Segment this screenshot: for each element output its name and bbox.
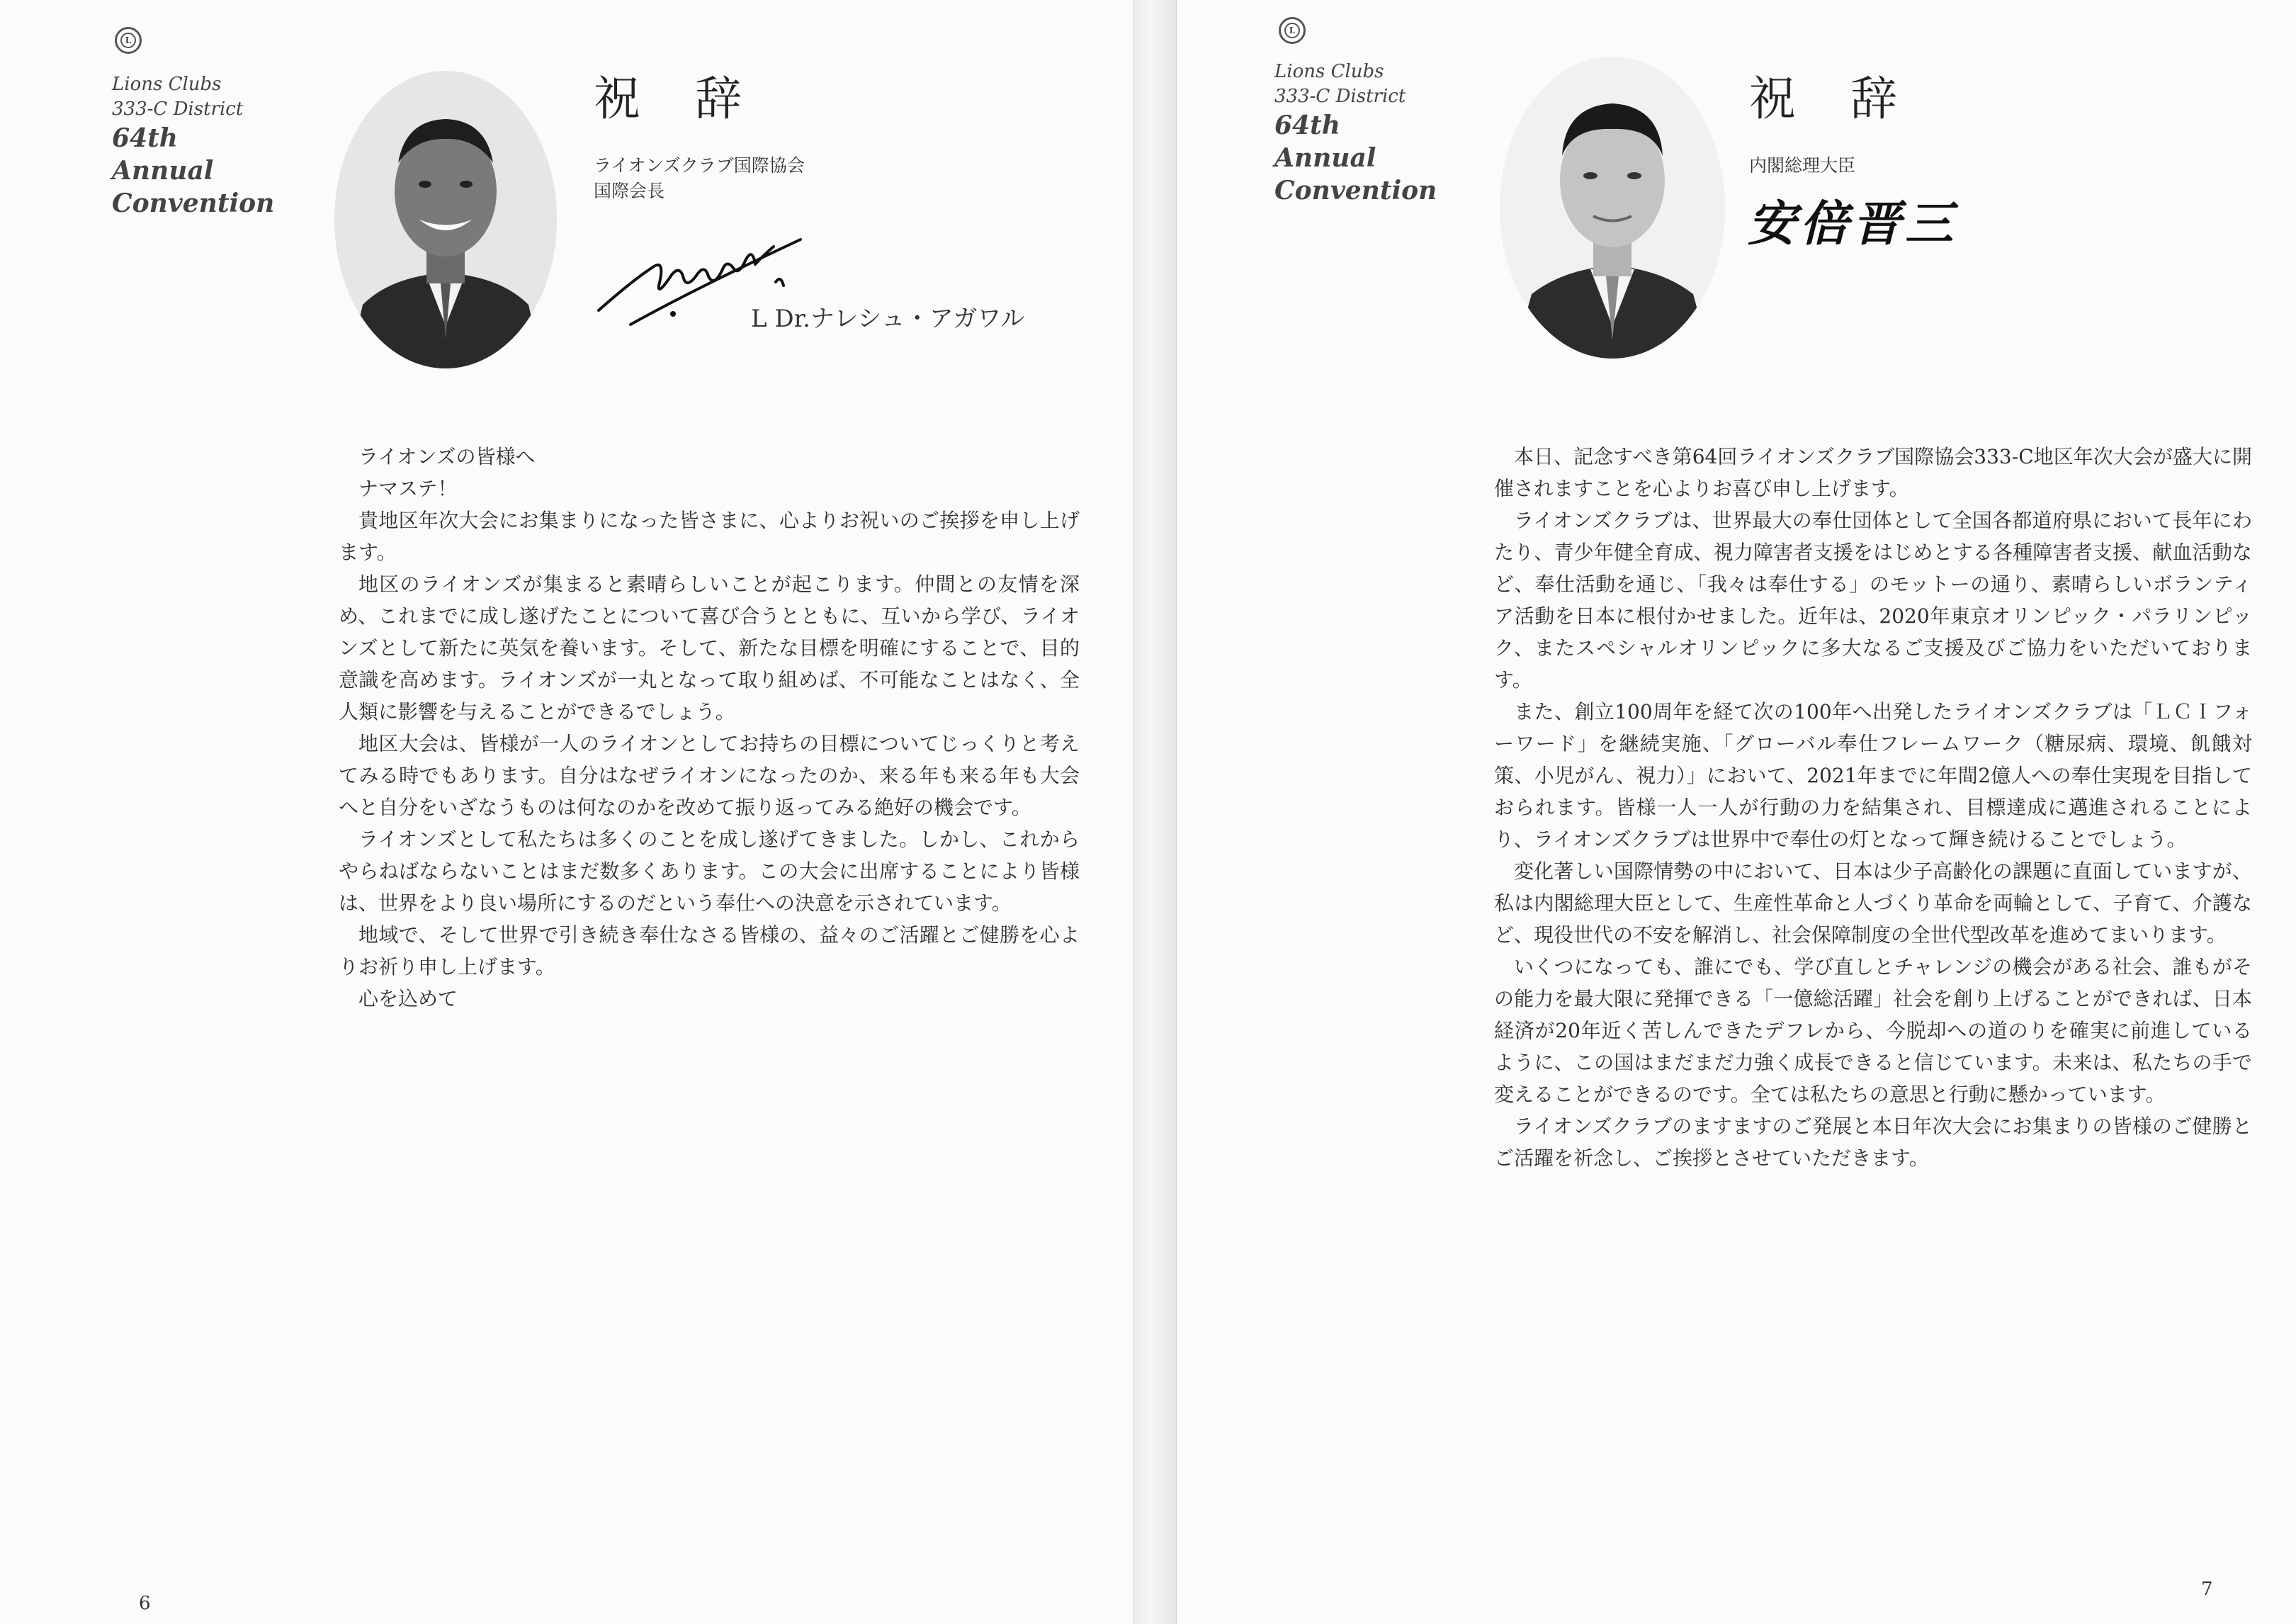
paragraph: また、創立100周年を経て次の100年へ出発したライオンズクラブは「ＬＣＩフォーワード」を継続実施、「グローバル奉仕フレームワーク（糖尿病、環境、飢餓対策、小児がん、視力）」において、2021年までに年間2億人への奉仕実現を目指しておられます。皆様一人一人が行動の力を結集され、目標達成に邁進されることにより、ライオンズクラブは世界中で奉仕の灯となって輝き続けることでしょう。 xyxy=(1494,700,2252,851)
paragraph: ライオンズクラブは、世界最大の奉仕団体として全国各都道府県において長年にわたり、青少年健全育成、視力障害者支援をはじめとする各種障害者支援、献血活動など、奉仕活動を通じ、「我々は奉仕する」のモットーの通り、素晴らしいボランティア活動を日本に根付かせました。近年は、2020年東京オリンピック・パラリンピック、またスペシャルオリンピックに多大なるご支援及びご協力をいただいております。 xyxy=(1494,509,2252,692)
paragraph: ナマステ！ xyxy=(358,477,458,500)
brand-line-convention: Convention xyxy=(112,188,275,218)
brand-line-annual: Annual xyxy=(112,156,214,186)
brand-line-convention: Convention xyxy=(1274,176,1437,205)
paragraph: 地域で、そして世界で引き続き奉仕なさる皆様の、益々のご活躍とご健勝を心よりお祈り申し上げます。 xyxy=(339,923,1080,979)
portrait-photo xyxy=(1500,57,1725,359)
book-gutter xyxy=(1133,0,1176,1624)
paragraph: 変化著しい国際情勢の中において、日本は少子高齢化の課題に直面していますが、私は内閣総理大臣として、生産性革命と人づくり革命を両輪として、子育て、介護など、現役世代の不安を解消し、社会保障制度の全世代型改革を進めてまいります。 xyxy=(1494,859,2252,947)
brand-line-64th: 64th xyxy=(112,123,178,153)
paragraph: 貴地区年次大会にお集まりになった皆さまに、心よりお祝いのご挨拶を申し上げます。 xyxy=(339,509,1080,564)
paragraph: 本日、記念すべき第64回ライオンズクラブ国際協会333-C地区年次大会が盛大に開催されますことを心よりお喜び申し上げます。 xyxy=(1494,445,2252,500)
lions-logo-icon xyxy=(1279,17,1306,44)
signer-title xyxy=(1749,153,1855,179)
logo-letter: L xyxy=(1284,23,1300,38)
paragraph: ライオンズクラブのますますのご発展と本日年次大会にお集まりの皆様のご健勝とご活躍を祈念し、ご挨拶とさせていただきます。 xyxy=(1494,1115,2252,1170)
page-number: 7 xyxy=(2201,1579,2213,1600)
paragraph: 地区のライオンズが集まると素晴らしいことが起こります。仲間との友情を深め、これまでに成し遂げたことについて喜び合うとともに、互いから学び、ライオンズとして新たに英気を養います。そして、新たな目標を明確にすることで、目的意識を高めます。ライオンズが一丸となって取り組めば、不可能なことはなく、全人類に影響を与えることができるでしょう。 xyxy=(339,573,1080,723)
brand-line-annual: Annual xyxy=(1274,143,1376,173)
paragraph: ライオンズの皆様へ xyxy=(358,445,536,468)
role-line-2: 国際会長 xyxy=(594,181,665,201)
paragraph: ライオンズとして私たちは多くのことを成し遂げてきました。しかし、これからやらねばならないことはまだ数多くあります。この大会に出席することにより皆様は、世界をより良い場所にするのだという奉仕への決意を示されています。 xyxy=(339,828,1080,915)
convention-brand xyxy=(112,72,274,220)
role-line-1: 内閣総理大臣 xyxy=(1749,155,1856,176)
brand-line-lions-clubs: Lions Clubs xyxy=(1274,61,1384,82)
paragraph: 地区大会は、皆様が一人のライオンとしてお持ちの目標についてじっくりと考えてみる時でもあります。自分はなぜライオンになったのか、来る年も来る年も大会へと自分をいざなうものは何なのかを改めて振り返ってみる絶好の機会です。 xyxy=(339,732,1080,819)
portrait-photo xyxy=(334,71,557,368)
signer-title xyxy=(594,153,805,204)
lions-logo-icon xyxy=(115,27,142,54)
handwritten-signature-name: 安倍晋三 xyxy=(1748,196,1958,252)
brand-line-lions-clubs: Lions Clubs xyxy=(112,74,222,95)
paragraph: 心を込めて xyxy=(358,987,458,1010)
letter-body xyxy=(339,441,1080,1015)
paragraph: いくつになっても、誰にでも、学び直しとチャレンジの機会がある社会、誰もがその能力を最大限に発揮できる「一億総活躍」社会を創り上げることができれば、日本経済が20年近く苦しんできたデフレから、今脱却への道のりを確実に前進しているように、この国はまだまだ力強く成長できると信じています。未来は、私たちの手で変えることができるのです。全ては私たちの意思と行動に懸かっています。 xyxy=(1494,955,2252,1106)
brand-line-district: 333-C District xyxy=(112,98,244,120)
logo-letter: L xyxy=(120,33,136,48)
page-number: 6 xyxy=(139,1593,151,1614)
brand-line-district: 333-C District xyxy=(1274,86,1406,107)
right-page xyxy=(1176,0,2296,1624)
signer-name: L Dr.ナレシュ・アガワル xyxy=(751,305,1025,333)
letter-body xyxy=(1494,441,2252,1174)
page-heading: 祝 辞 xyxy=(1749,72,1917,126)
brand-line-64th: 64th xyxy=(1274,111,1340,140)
page-heading: 祝 辞 xyxy=(594,72,762,126)
convention-brand xyxy=(1274,60,1437,207)
left-page xyxy=(0,0,1134,1624)
role-line-1: ライオンズクラブ国際協会 xyxy=(594,155,805,176)
